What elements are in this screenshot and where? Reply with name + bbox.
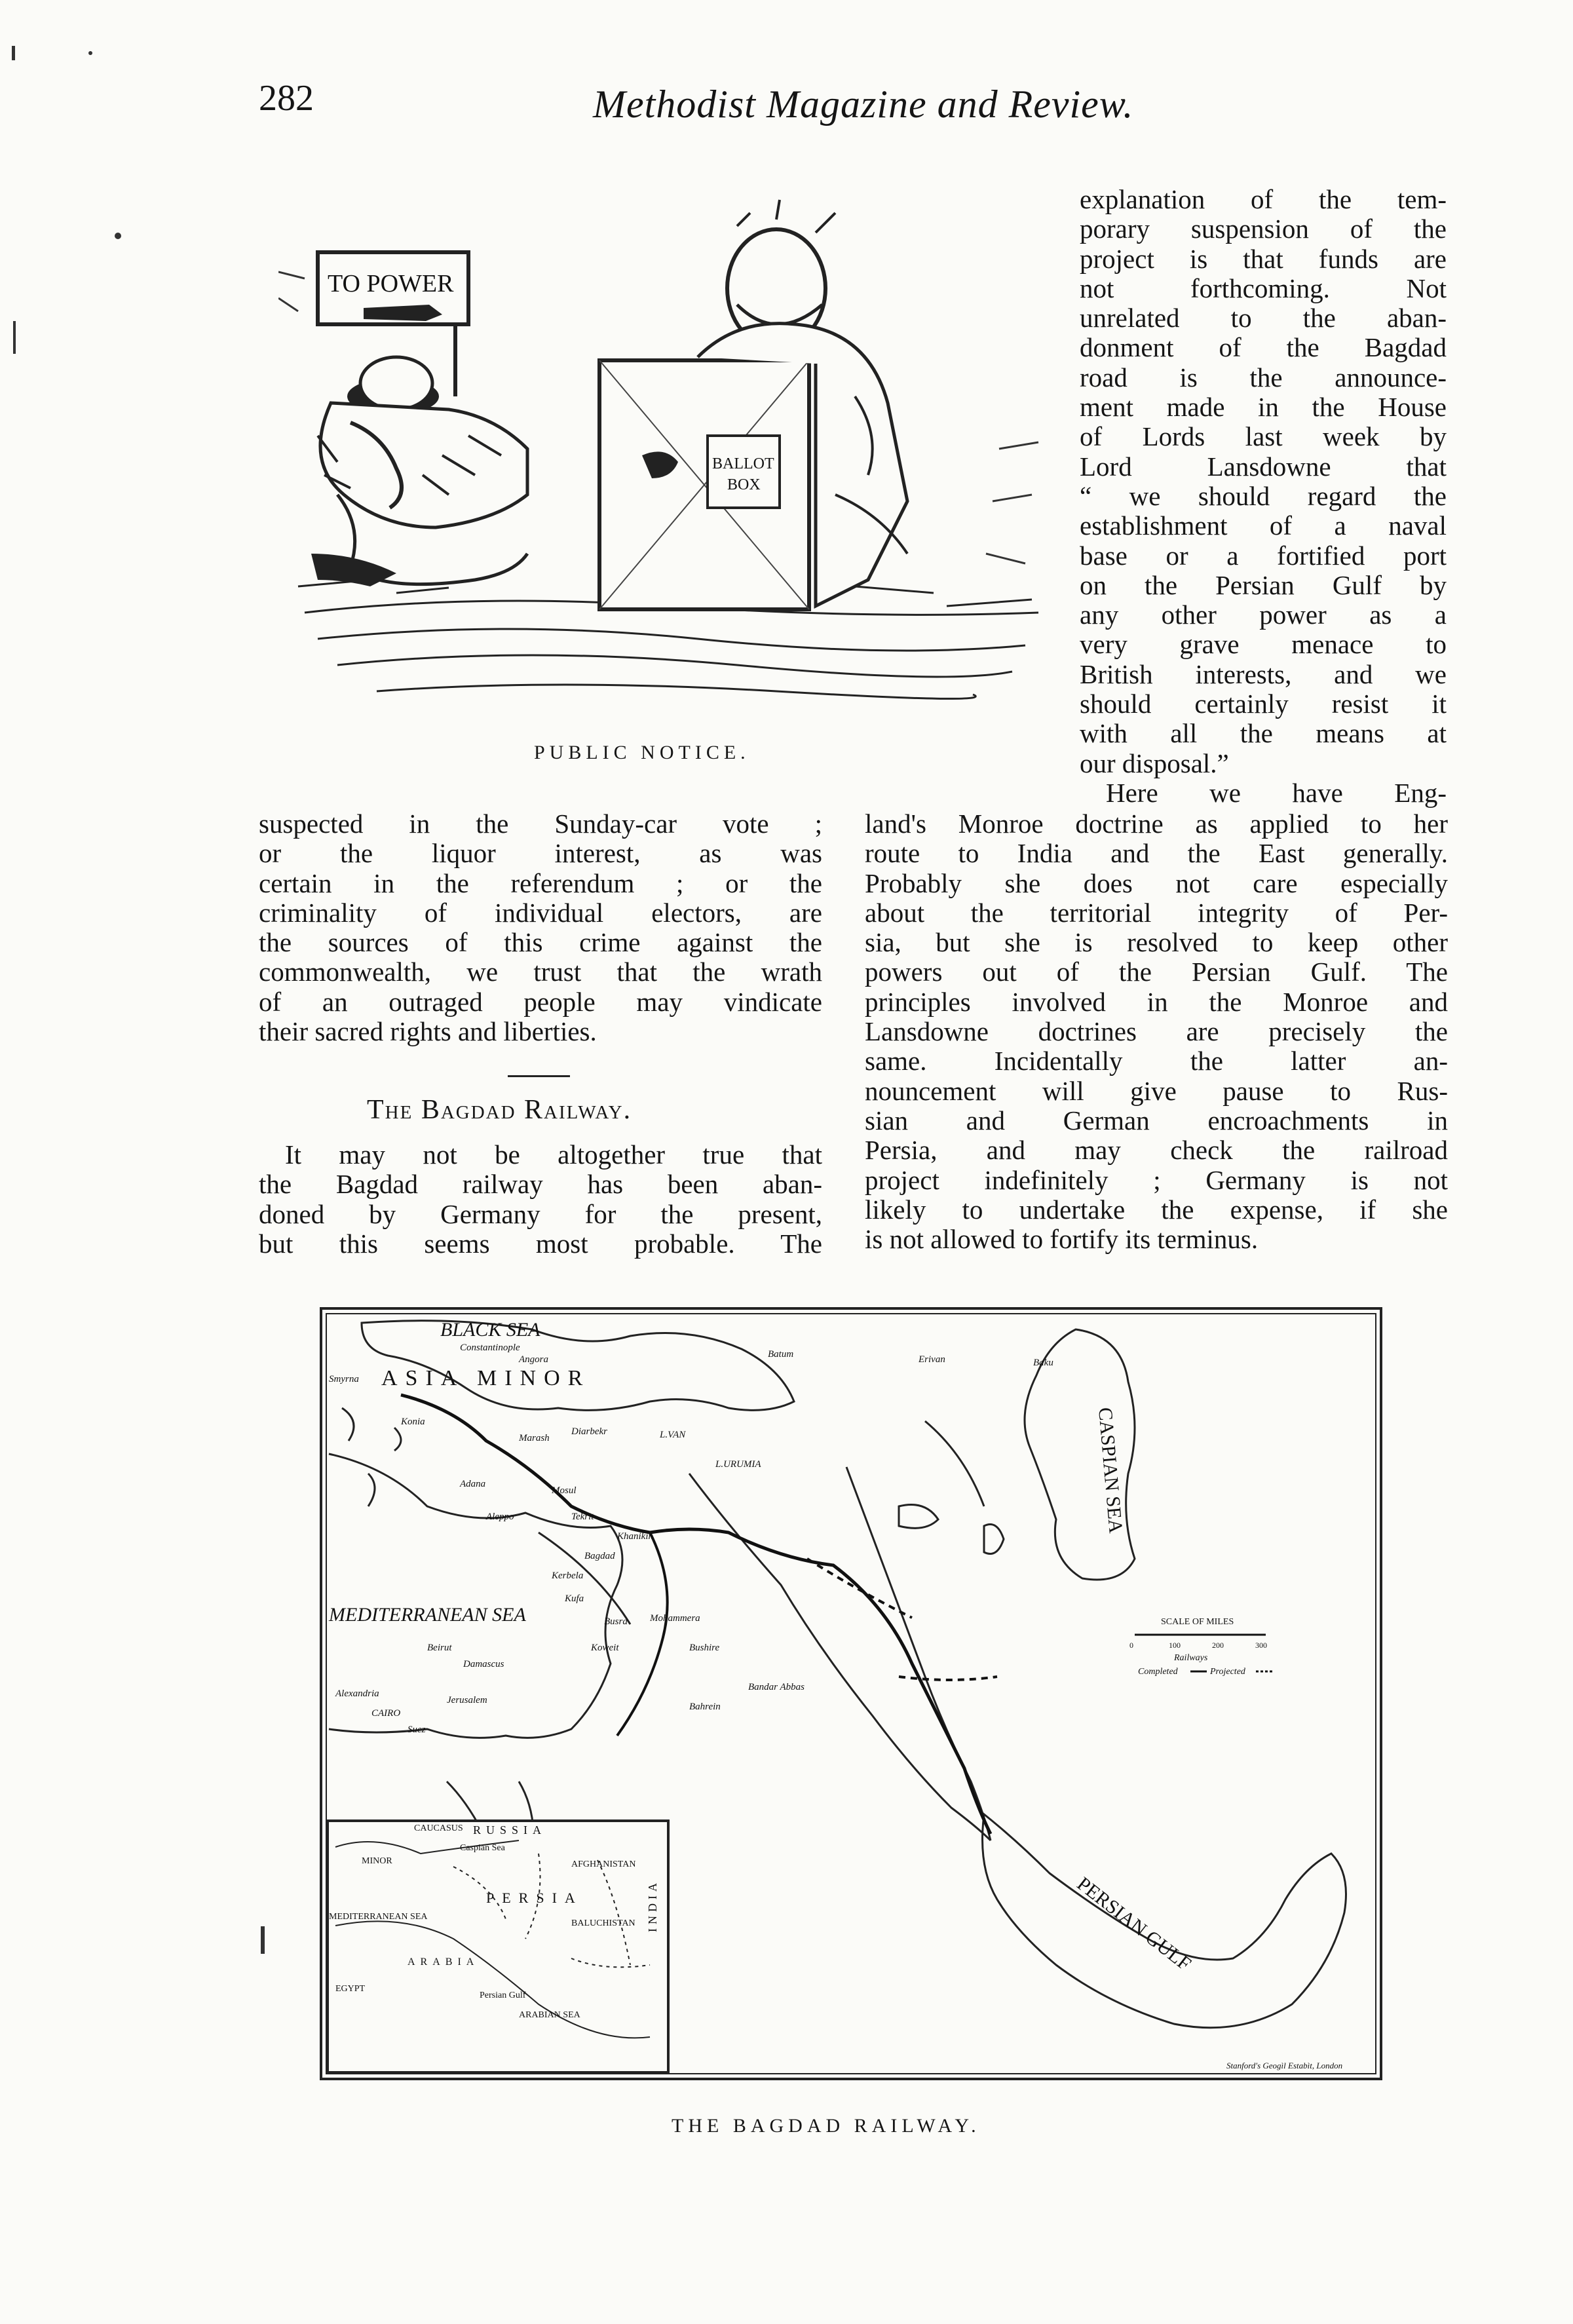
label-jerusalem: Jerusalem <box>447 1695 487 1705</box>
text-line: porary suspension of the <box>1080 214 1447 244</box>
map-caption: THE BAGDAD RAILWAY. <box>672 2115 981 2137</box>
text-line: of Lords last week by <box>1080 422 1447 452</box>
label-busra: Busra <box>604 1616 628 1627</box>
inset-afghanistan: AFGHANISTAN <box>571 1859 636 1869</box>
label-cairo: CAIRO <box>371 1708 401 1719</box>
label-caspian-sea: CASPIAN SEA <box>1094 1406 1127 1534</box>
label-persian-gulf: PERSIAN GULF <box>1072 1873 1196 1975</box>
black-sea-coast <box>362 1321 794 1411</box>
cartoon-caption: PUBLIC NOTICE. <box>534 742 750 763</box>
text-line: route to India and the East generally. <box>865 839 1448 869</box>
label-bagdad: Bagdad <box>584 1551 615 1561</box>
sign-text: TO POWER <box>328 270 454 297</box>
text-line: should certainly resist it <box>1080 689 1447 719</box>
label-kerbela: Kerbela <box>552 1571 584 1581</box>
scan-mark <box>13 321 16 354</box>
label-lake-van: L.VAN <box>660 1430 686 1440</box>
label-alexandria: Alexandria <box>335 1688 379 1699</box>
label-diarbekr: Diarbekr <box>571 1426 607 1437</box>
scale-tick: 100 <box>1169 1641 1181 1650</box>
text-line: project indefinitely ; Germany is not <box>865 1165 1448 1195</box>
text-line: Lord Lansdowne that <box>1080 451 1447 482</box>
label-tekrit: Tekrit <box>571 1512 594 1522</box>
inset-persian-gulf: Persian Gulf <box>480 1991 526 2000</box>
map-figure <box>320 1307 1382 2080</box>
scan-mark <box>88 51 92 55</box>
text-line: establishment of a naval <box>1080 511 1447 541</box>
right-column-top <box>1080 185 1447 808</box>
text-line: very grave menace to <box>1080 630 1447 660</box>
label-batum: Batum <box>768 1349 794 1360</box>
label-baku: Baku <box>1033 1358 1053 1368</box>
text-line: not forthcoming. Not <box>1080 273 1447 303</box>
label-beirut: Beirut <box>427 1643 452 1653</box>
label-mosul: Mosul <box>552 1485 577 1496</box>
scan-mark <box>12 46 15 60</box>
text-line: principles involved in the Monroe and <box>865 987 1448 1017</box>
text-line: doned by Germany for the present, <box>259 1199 822 1229</box>
text-line: their sacred rights and liberties. <box>259 1017 597 1047</box>
text-line: ment made in the House <box>1080 392 1447 423</box>
label-black-sea: BLACK SEA <box>440 1319 540 1341</box>
ballot-label-1: BALLOT <box>712 455 774 472</box>
label-aleppo: Aleppo <box>486 1512 514 1522</box>
label-lake-urumia: L.URUMIA <box>715 1459 761 1470</box>
label-adana: Adana <box>460 1479 486 1489</box>
cartoon-illustration <box>278 187 1048 714</box>
label-konia: Konia <box>401 1417 425 1427</box>
bagdad-railway-map <box>322 1310 1380 2078</box>
text-line: sian and German encroachments in <box>865 1105 1448 1135</box>
inset-russia: RUSSIA <box>473 1823 547 1837</box>
legend-projected: Projected <box>1210 1667 1245 1677</box>
label-kufa: Kufa <box>565 1593 584 1604</box>
ballot-label-2: BOX <box>727 476 761 493</box>
lake-urumia <box>984 1525 1004 1554</box>
inset-baluchistan: BALUCHISTAN <box>571 1918 635 1928</box>
left-column <box>259 809 822 1046</box>
inset-mediterranean: MEDITERRANEAN SEA <box>329 1912 428 1922</box>
text-line: suspected in the Sunday-car vote ; <box>259 809 822 839</box>
text-line: sia, but she is resolved to keep other <box>865 928 1448 958</box>
label-bushire: Bushire <box>689 1643 720 1653</box>
scale-title: SCALE OF MILES <box>1161 1617 1234 1627</box>
scan-mark <box>115 233 121 239</box>
label-khanikin: Khanikin <box>617 1531 653 1542</box>
label-mohammera: Mohammera <box>650 1613 700 1624</box>
label-asia-minor: ASIA MINOR <box>381 1366 591 1390</box>
map-credit: Stanford's Geogìl Estabìt, London <box>1226 2061 1343 2070</box>
label-erivan: Erivan <box>919 1354 945 1365</box>
text-line: or the liquor interest, as was <box>259 839 822 869</box>
text-line: nouncement will give pause to Rus- <box>865 1076 1448 1106</box>
label-smyrna: Smyrna <box>329 1374 359 1384</box>
text-line: is not allowed to fortify its terminus. <box>865 1225 1259 1255</box>
label-suez: Suez <box>407 1724 426 1735</box>
page-number: 282 <box>259 78 314 119</box>
text-line: criminality of individual electors, are <box>259 898 822 928</box>
scale-tick: 200 <box>1212 1641 1224 1650</box>
label-angora: Angora <box>519 1354 548 1365</box>
text-line: It may not be altogether true that <box>285 1140 822 1170</box>
text-line: the Bagdad railway has been aban- <box>259 1170 822 1200</box>
text-line: any other power as a <box>1080 600 1447 630</box>
label-damascus: Damascus <box>463 1659 504 1669</box>
text-line: unrelated to the aban- <box>1080 303 1447 333</box>
persian-gulf-coast <box>983 1814 1346 2028</box>
text-line: certain in the referendum ; or the <box>259 868 822 898</box>
label-constantinople: Constantinople <box>460 1343 520 1353</box>
text-line: our disposal.” <box>1080 748 1229 778</box>
text-line: same. Incidentally the latter an- <box>865 1046 1448 1076</box>
legend-completed: Completed <box>1138 1667 1178 1677</box>
lake-van <box>899 1505 938 1529</box>
inset-persia: PERSIA <box>486 1890 583 1906</box>
text-line: the sources of this crime against the <box>259 928 822 958</box>
label-koweit: Koweit <box>591 1643 619 1653</box>
text-line: commonwealth, we trust that the wrath <box>259 957 822 987</box>
running-title: Methodist Magazine and Review. <box>593 83 1134 126</box>
scale-tick: 300 <box>1255 1641 1267 1650</box>
inset-caucasus: CAUCASUS <box>414 1823 463 1833</box>
section-title: The Bagdad Railway. <box>367 1095 632 1125</box>
text-line: likely to undertake the expense, if she <box>865 1194 1448 1225</box>
text-line: “ we should regard the <box>1080 481 1447 511</box>
text-line: Here we have Eng- <box>1106 778 1447 808</box>
text-line: donment of the Bagdad <box>1080 333 1447 363</box>
inset-arabia: ARABIA <box>407 1956 480 1968</box>
text-line: base or a fortified port <box>1080 541 1447 571</box>
text-line: about the territorial integrity of Per- <box>865 898 1448 928</box>
section-divider <box>508 1075 570 1077</box>
text-line: explanation of the tem- <box>1080 185 1447 214</box>
label-bandar-abbas: Bandar Abbas <box>748 1682 805 1692</box>
text-line: but this seems most probable. The <box>259 1229 822 1259</box>
left-column-section <box>259 1140 822 1259</box>
label-marash: Marash <box>519 1433 550 1443</box>
text-line: British interests, and we <box>1080 659 1447 689</box>
euphrates-river <box>689 1474 991 1840</box>
text-line: on the Persian Gulf by <box>1080 570 1447 600</box>
text-line: Lansdowne doctrines are precisely the <box>865 1017 1448 1047</box>
inset-caspian: Caspian Sea <box>460 1843 505 1853</box>
inset-india: INDIA <box>646 1879 659 1932</box>
right-column-bottom <box>865 809 1448 1254</box>
railway-projected <box>807 1559 997 1680</box>
scan-mark <box>261 1926 265 1954</box>
text-line: land's Monroe doctrine as applied to her <box>865 809 1448 839</box>
inset-minor: MINOR <box>362 1856 392 1866</box>
text-line: project is that funds are <box>1080 244 1447 274</box>
scale-tick: 0 <box>1129 1641 1133 1650</box>
text-line: with all the means at <box>1080 719 1447 749</box>
label-bahrein: Bahrein <box>689 1702 721 1712</box>
text-line: road is the announce- <box>1080 362 1447 392</box>
inset-egypt: EGYPT <box>335 1984 366 1994</box>
text-line: Persia, and may check the railroad <box>865 1135 1448 1166</box>
text-line: of an outraged people may vindicate <box>259 987 822 1017</box>
legend-title: Railways <box>1174 1653 1208 1663</box>
label-mediterranean-sea: MEDITERRANEAN SEA <box>329 1604 526 1626</box>
text-line: Probably she does not care especially <box>865 868 1448 898</box>
text-line: powers out of the Persian Gulf. The <box>865 957 1448 987</box>
inset-arabian-sea: ARABIAN SEA <box>519 2010 580 2020</box>
